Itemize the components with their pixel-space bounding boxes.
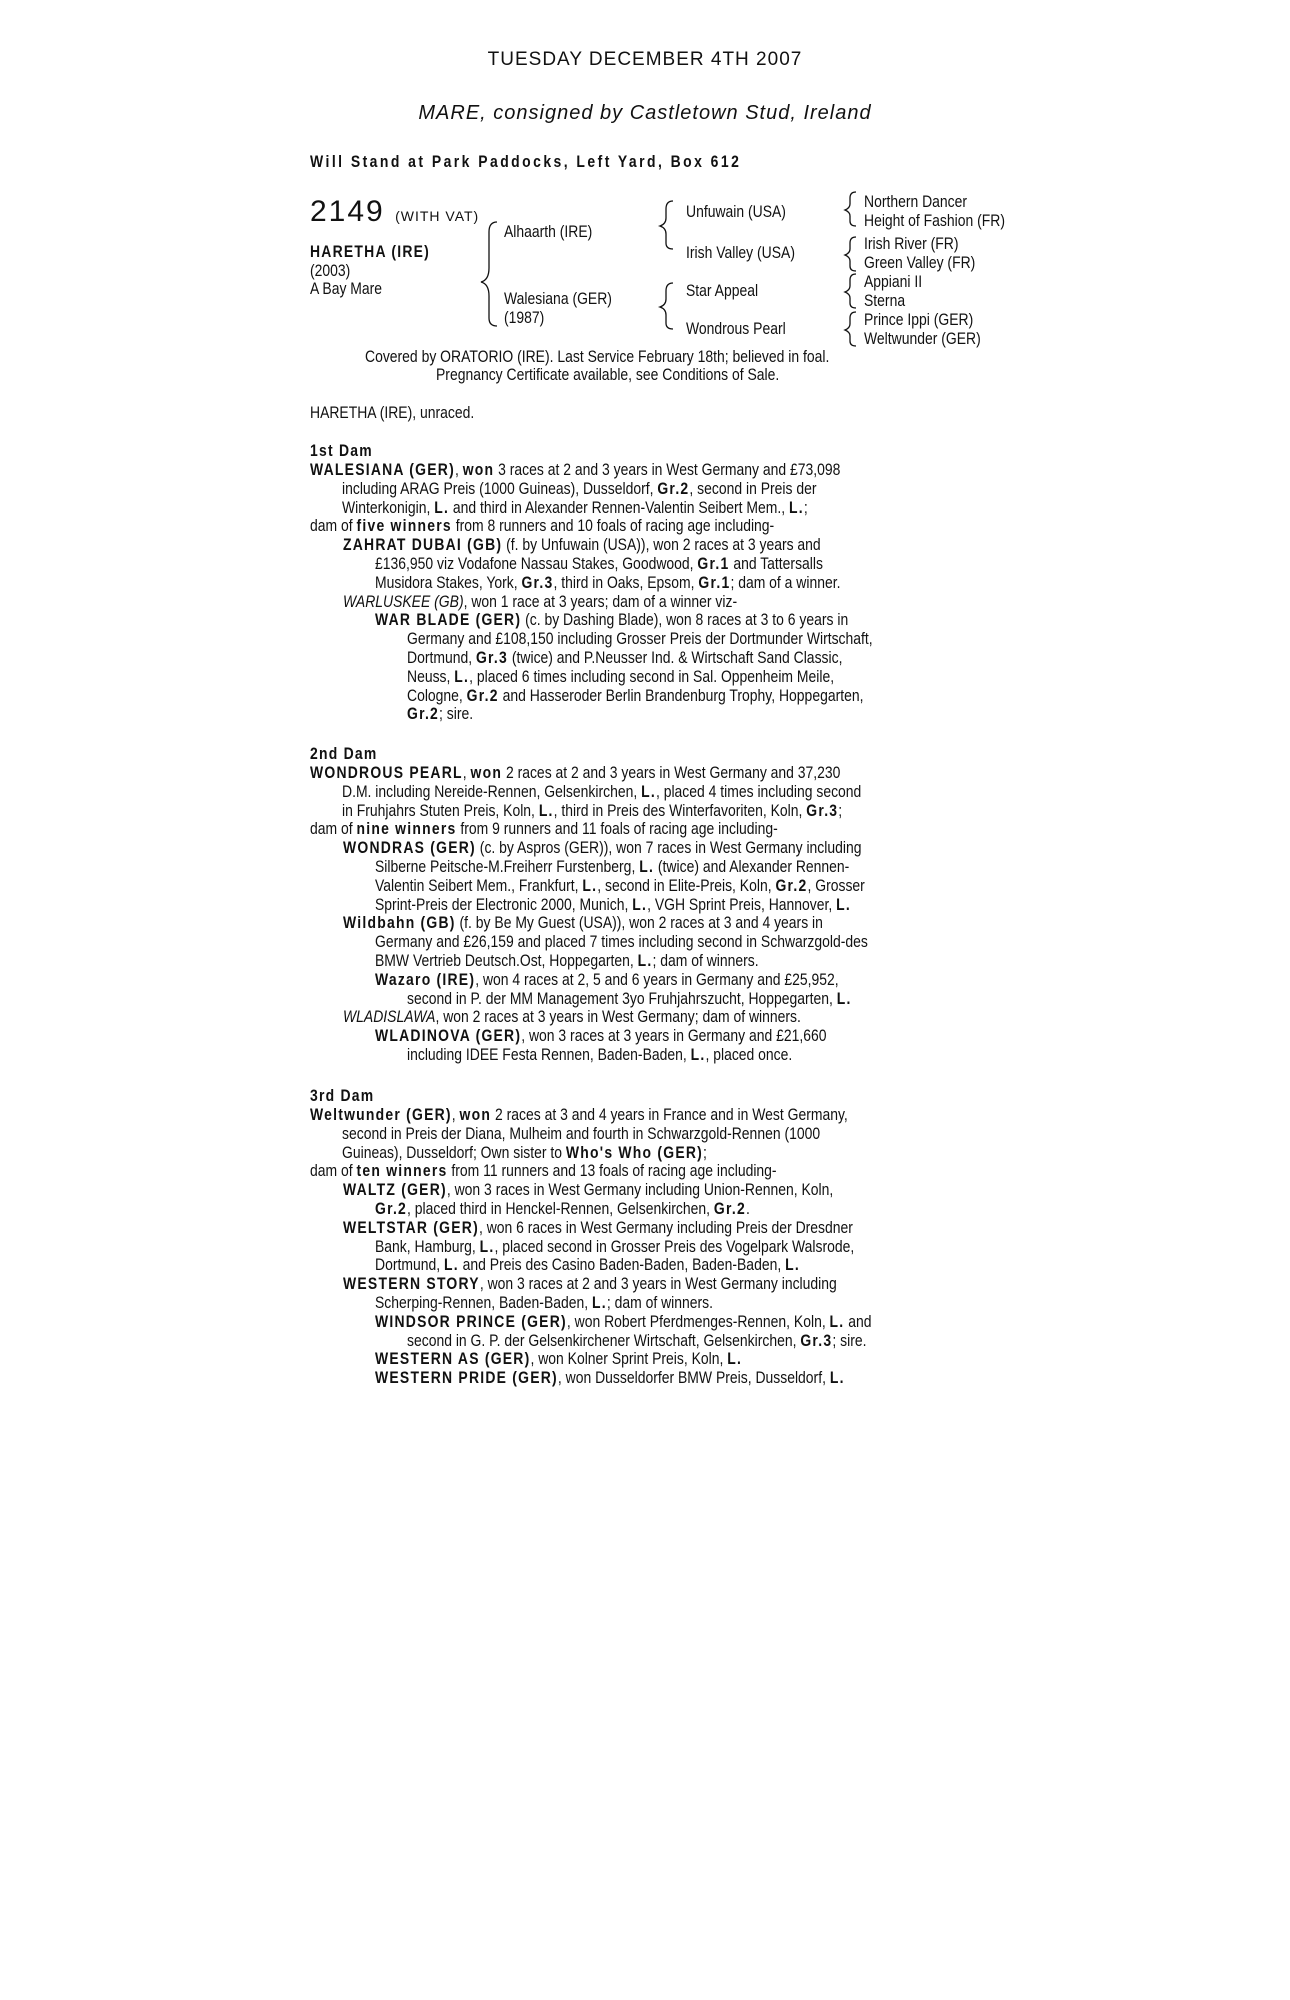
text-run: , second in Preis der (689, 478, 817, 498)
horse-name: HARETHA (IRE) (310, 242, 431, 261)
text-run: Cologne, (407, 685, 467, 705)
dam3-line (375, 1349, 823, 1368)
text-run: from 8 runners and 10 foals of racing age including- (451, 516, 775, 536)
text-run: Neuss, (407, 666, 455, 686)
text-run: WLADINOVA (GER) (375, 1026, 522, 1046)
text-run: Dortmund, (375, 1255, 444, 1275)
text-run: Silberne Peitsche-M.Freiherr Furstenberg, (375, 857, 640, 876)
dam1-line (343, 535, 926, 554)
text-run: , won Kolner Sprint Preis, Koln, (530, 1349, 728, 1369)
text-run: Gr.2 (713, 1199, 746, 1218)
dam2-line (375, 895, 955, 914)
text-run: Weltwunder (GER) (310, 1105, 452, 1124)
text-run: WARLUSKEE (GB) (343, 591, 464, 611)
text-run: L. (829, 1311, 845, 1331)
dam2-line (342, 782, 975, 801)
dam2-heading: 2nd Dam (310, 744, 378, 763)
dam3-line (375, 1255, 893, 1274)
dam2-line (375, 932, 976, 951)
pedigree-dam-year: (1987) (504, 308, 545, 327)
text-run: , (454, 460, 463, 479)
text-run: , placed second in Grosser Preis des Vogelpark Walsrode, (494, 1236, 855, 1256)
text-run: won (459, 1105, 492, 1124)
text-run: from 11 runners and 13 foals of racing age including- (447, 1161, 777, 1181)
text-run: including IDEE Festa Rennen, Baden-Baden, (407, 1045, 691, 1064)
text-run: , won 6 races in West Germany including Preis der Dresdner (478, 1217, 853, 1237)
text-run: (twice) and P.Neusser Ind. & Wirtschaft Sand Classic, (508, 648, 843, 667)
text-run: WINDSOR PRINCE (GER) (375, 1311, 567, 1331)
text-run: and (844, 1311, 872, 1331)
text-run: Gr.1 (697, 554, 730, 573)
dam2-line (407, 1045, 877, 1064)
text-run: (c. by Dashing Blade), won 8 races at 3 to 6 years in (521, 610, 849, 630)
dam1-line (310, 516, 876, 535)
dam1-line (407, 629, 975, 648)
text-run: , won 4 races at 2, 5 and 6 years in Germany and £25,952, (475, 969, 839, 989)
pedigree-dsd: Sterna (864, 291, 906, 310)
text-run: dam of (310, 1161, 357, 1181)
text-run: , placed 6 times including second in Sal. Oppenheim Meile, (469, 666, 835, 686)
pregnancy-note: Pregnancy Certificate available, see Conditions of Sale. (436, 365, 780, 384)
text-run: , won 3 races in West Germany including Union-Rennen, Koln, (446, 1180, 834, 1200)
text-run: Gr.2 (775, 875, 808, 895)
text-run: WESTERN STORY (343, 1274, 480, 1294)
pedigree-sss: Northern Dancer (864, 192, 968, 211)
dam3-line (343, 1218, 965, 1237)
text-run: ; (703, 1142, 707, 1162)
text-run: WONDRAS (GER) (343, 838, 476, 858)
text-run: and Hasseroder Berlin Brandenburg Trophy, Hoppegarten, (498, 685, 864, 705)
dam2-line (375, 970, 940, 989)
text-run: L. (637, 951, 653, 970)
text-run: (c. by Aspros (GER)), won 7 races in West Germany including (475, 838, 862, 858)
pedigree-ssd: Height of Fashion (FR) (864, 211, 1006, 230)
text-run: WESTERN PRIDE (GER) (375, 1368, 558, 1388)
dam2-line (310, 819, 880, 838)
pedigree-dam-dam: Wondrous Pearl (686, 319, 786, 338)
dam3-line (375, 1293, 787, 1312)
text-run: , won Dusseldorfer BMW Preis, Dusseldorf, (557, 1368, 830, 1388)
dam3-line (310, 1161, 879, 1180)
pedigree-dss: Appiani II (864, 272, 923, 291)
text-run: Gr.3 (521, 572, 554, 592)
text-run: L. (836, 988, 852, 1008)
text-run: dam of (310, 819, 357, 839)
text-run: 3 races at 2 and 3 years in West Germany and £73,098 (494, 460, 841, 479)
text-run: L. (641, 781, 656, 801)
text-run: L. (785, 1255, 800, 1275)
pedigree-sdd: Green Valley (FR) (864, 253, 976, 272)
text-run: Germany and £26,159 and placed 7 times including second in Schwarzgold-des (375, 932, 868, 952)
text-run: Gr.3 (800, 1330, 833, 1350)
text-run: Dortmund, (407, 648, 476, 667)
dam3-line (375, 1368, 948, 1387)
dam3-line (343, 1274, 945, 1293)
text-run: second in Preis der Diana, Mulheim and fourth in Schwarzgold-Rennen (1000 (342, 1123, 821, 1143)
text-run: won (470, 763, 503, 782)
dam3-line (310, 1105, 966, 1124)
dam3-line (342, 1143, 787, 1162)
text-run: L. (538, 800, 554, 820)
text-run: (f. by Unfuwain (USA)), won 2 races at 3 years and (502, 535, 821, 555)
pedigree-dds: Prince Ippi (GER) (864, 310, 974, 329)
text-run: including ARAG Preis (1000 Guineas), Dusseldorf, (342, 478, 658, 498)
pedigree-sire-dam: Irish Valley (USA) (686, 243, 795, 262)
text-run: , placed once. (705, 1045, 793, 1064)
text-run: WONDROUS PEARL (310, 763, 463, 782)
text-run: WLADISLAWA (343, 1007, 436, 1027)
pedigree-dam: Walesiana (GER) (504, 289, 612, 308)
text-run: , placed 4 times including second (655, 781, 862, 801)
text-run: L. (434, 497, 450, 517)
text-run: L. (479, 1236, 495, 1256)
pedigree-sds: Irish River (FR) (864, 234, 959, 253)
dam1-heading: 1st Dam (310, 441, 373, 460)
text-run: and Preis des Casino Baden-Baden, Baden-Baden, (458, 1255, 786, 1275)
text-run: Wazaro (IRE) (375, 969, 476, 989)
text-run: Gr.2 (407, 704, 440, 724)
text-run: , second in Elite-Preis, Koln, (597, 875, 776, 895)
text-run: L. (690, 1045, 706, 1064)
text-run: L. (788, 497, 804, 517)
text-run: and third in Alexander Rennen-Valentin Seibert Mem., (449, 497, 789, 517)
dam2-line (375, 951, 843, 970)
text-run: ; dam of winners. (606, 1293, 714, 1312)
text-run: Guineas), Dusseldorf; Own sister to (342, 1142, 566, 1162)
text-run: WALTZ (GER) (343, 1180, 447, 1200)
dam3-line (407, 1331, 967, 1350)
text-run: Gr.2 (466, 685, 499, 705)
foaling-year: (2003) (310, 261, 351, 280)
dam1-line (310, 460, 957, 479)
text-run: Valentin Seibert Mem., Frankfurt, (375, 875, 583, 895)
text-run: , third in Preis des Winterfavoriten, Koln, (553, 800, 807, 820)
dam3-line (375, 1312, 981, 1331)
dam3-heading: 3rd Dam (310, 1086, 375, 1105)
dam2-line (375, 1026, 926, 1045)
text-run: £136,950 viz Vodafone Nassau Stakes, Goodwood, (375, 554, 698, 573)
text-run: ZAHRAT DUBAI (GB) (343, 535, 503, 555)
dam1-line (407, 648, 938, 667)
text-run: , (451, 1105, 460, 1124)
text-run: L. (454, 666, 470, 686)
dam1-line (407, 667, 928, 686)
text-run: Bank, Hamburg, (375, 1236, 480, 1256)
dam3-line (375, 1237, 959, 1256)
text-run: Who's Who (GER) (565, 1142, 704, 1162)
text-run: five winners (356, 516, 452, 536)
text-run: ; dam of winners. (652, 951, 759, 970)
pedigree-sire: Alhaarth (IRE) (504, 222, 593, 241)
dam2-line (407, 989, 949, 1008)
text-run: and Tattersalls (729, 554, 823, 573)
text-run: Gr.3 (475, 648, 509, 667)
pedigree-ddd: Weltwunder (GER) (864, 329, 981, 348)
text-run: WALESIANA (GER) (310, 460, 455, 479)
text-run: D.M. including Nereide-Rennen, Gelsenkirchen, (342, 781, 642, 801)
covered-note: Covered by ORATORIO (IRE). Last Service February 18th; believed in foal. (365, 347, 830, 366)
lot-number: 2149 (WITH VAT) (310, 195, 480, 228)
text-run: , VGH Sprint Preis, Hannover, (647, 894, 837, 914)
dam3-line (375, 1199, 832, 1218)
intro-line: HARETHA (IRE), unraced. (310, 403, 475, 422)
dam2-line (343, 1007, 901, 1026)
text-run: from 9 runners and 11 foals of racing age including- (456, 819, 778, 839)
text-run: , (462, 763, 471, 782)
text-run: ; (838, 800, 843, 820)
dam3-line (342, 1124, 925, 1143)
dam1-line (375, 554, 921, 573)
dam2-line (375, 876, 972, 895)
vat-note: (WITH VAT) (395, 208, 480, 224)
dam1-line (407, 686, 964, 705)
text-run: , placed third in Henckel-Rennen, Gelsenkirchen, (407, 1199, 714, 1218)
dam1-line (342, 498, 910, 517)
text-run: ; sire. (832, 1330, 867, 1350)
text-run: , won 3 races at 3 years in Germany and £21,660 (521, 1026, 827, 1046)
sale-date: TUESDAY DECEMBER 4TH 2007 (487, 49, 803, 70)
dam2-line (310, 763, 957, 782)
dam1-line (342, 479, 921, 498)
text-run: dam of (310, 516, 357, 536)
dam1-line (343, 592, 824, 611)
text-run: second in G. P. der Gelsenkirchener Wirtschaft, Gelsenkirchen, (407, 1330, 801, 1350)
text-run: L. (639, 857, 655, 876)
text-run: , won 2 races at 3 years in West Germany; dam of winners. (435, 1007, 801, 1027)
text-run: ; (803, 497, 808, 517)
text-run: nine winners (356, 819, 457, 839)
text-run: Germany and £108,150 including Grosser Preis der Dortmunder Wirtschaft, (407, 629, 873, 649)
text-run: L. (632, 894, 648, 914)
text-run: Gr.2 (375, 1199, 408, 1218)
text-run: Sprint-Preis der Electronic 2000, Munich, (375, 894, 633, 914)
text-run: Scherping-Rennen, Baden-Baden, (375, 1293, 593, 1312)
stand-location: Will Stand at Park Paddocks, Left Yard, Box 612 (310, 152, 742, 171)
text-run: WAR BLADE (GER) (375, 610, 522, 630)
text-run: Gr.3 (806, 800, 839, 820)
text-run: ; dam of a winner. (730, 572, 841, 592)
text-run: Wildbahn (GB) (343, 913, 456, 933)
text-run: Gr.1 (698, 572, 731, 592)
text-run: BMW Vertrieb Deutsch.Ost, Hoppegarten, (375, 951, 638, 970)
text-run: , won 3 races at 2 and 3 years in West Germany including (479, 1274, 837, 1294)
text-run: L. (727, 1349, 743, 1369)
pedigree-braces (0, 0, 1290, 360)
dam1-line (407, 704, 488, 723)
text-run: L. (592, 1293, 607, 1312)
pedigree-sire-sire: Unfuwain (USA) (686, 202, 786, 221)
text-run: L. (829, 1368, 845, 1388)
text-run: , Grosser (807, 875, 865, 895)
text-run: WESTERN AS (GER) (375, 1349, 531, 1369)
text-run: 2 races at 2 and 3 years in West Germany and 37,230 (502, 763, 841, 782)
text-run: WELTSTAR (GER) (343, 1217, 479, 1237)
text-run: in Fruhjahrs Stuten Preis, Koln, (342, 800, 539, 820)
dam2-line (342, 801, 952, 820)
text-run: , won Robert Pferdmenges-Rennen, Koln, (566, 1311, 830, 1331)
text-run: Musidora Stakes, York, (375, 572, 522, 592)
text-run: (f. by Be My Guest (USA)), won 2 races at 3 and 4 years in (455, 913, 823, 933)
dam1-line (375, 610, 952, 629)
pedigree-dam-sire: Star Appeal (686, 281, 759, 300)
text-run: won (462, 460, 495, 479)
text-run: Gr.2 (657, 478, 690, 498)
dam2-line (343, 838, 975, 857)
text-run: L. (443, 1255, 459, 1275)
dam1-line (375, 573, 943, 592)
text-run: second in P. der MM Management 3yo Fruhjahrszucht, Hoppegarten, (407, 988, 837, 1008)
horse-description: A Bay Mare (310, 279, 383, 298)
text-run: L. (582, 875, 598, 895)
text-run: L. (836, 894, 851, 914)
text-run: , won 1 race at 3 years; dam of a winner viz- (463, 591, 738, 611)
dam2-line (343, 913, 928, 932)
text-run: ; sire. (439, 704, 474, 724)
dam3-line (343, 1180, 941, 1199)
text-run: 2 races at 3 and 4 years in France and in West Germany, (491, 1105, 848, 1124)
text-run: Winterkonigin, (342, 497, 435, 517)
dam2-line (375, 857, 953, 876)
text-run: . (745, 1199, 750, 1218)
text-run: , third in Oaks, Epsom, (553, 572, 699, 592)
text-run: (twice) and Alexander Rennen- (654, 857, 850, 876)
text-run: ten winners (356, 1161, 448, 1181)
consignor-line: MARE, consigned by Castletown Stud, Ireland (418, 102, 872, 124)
